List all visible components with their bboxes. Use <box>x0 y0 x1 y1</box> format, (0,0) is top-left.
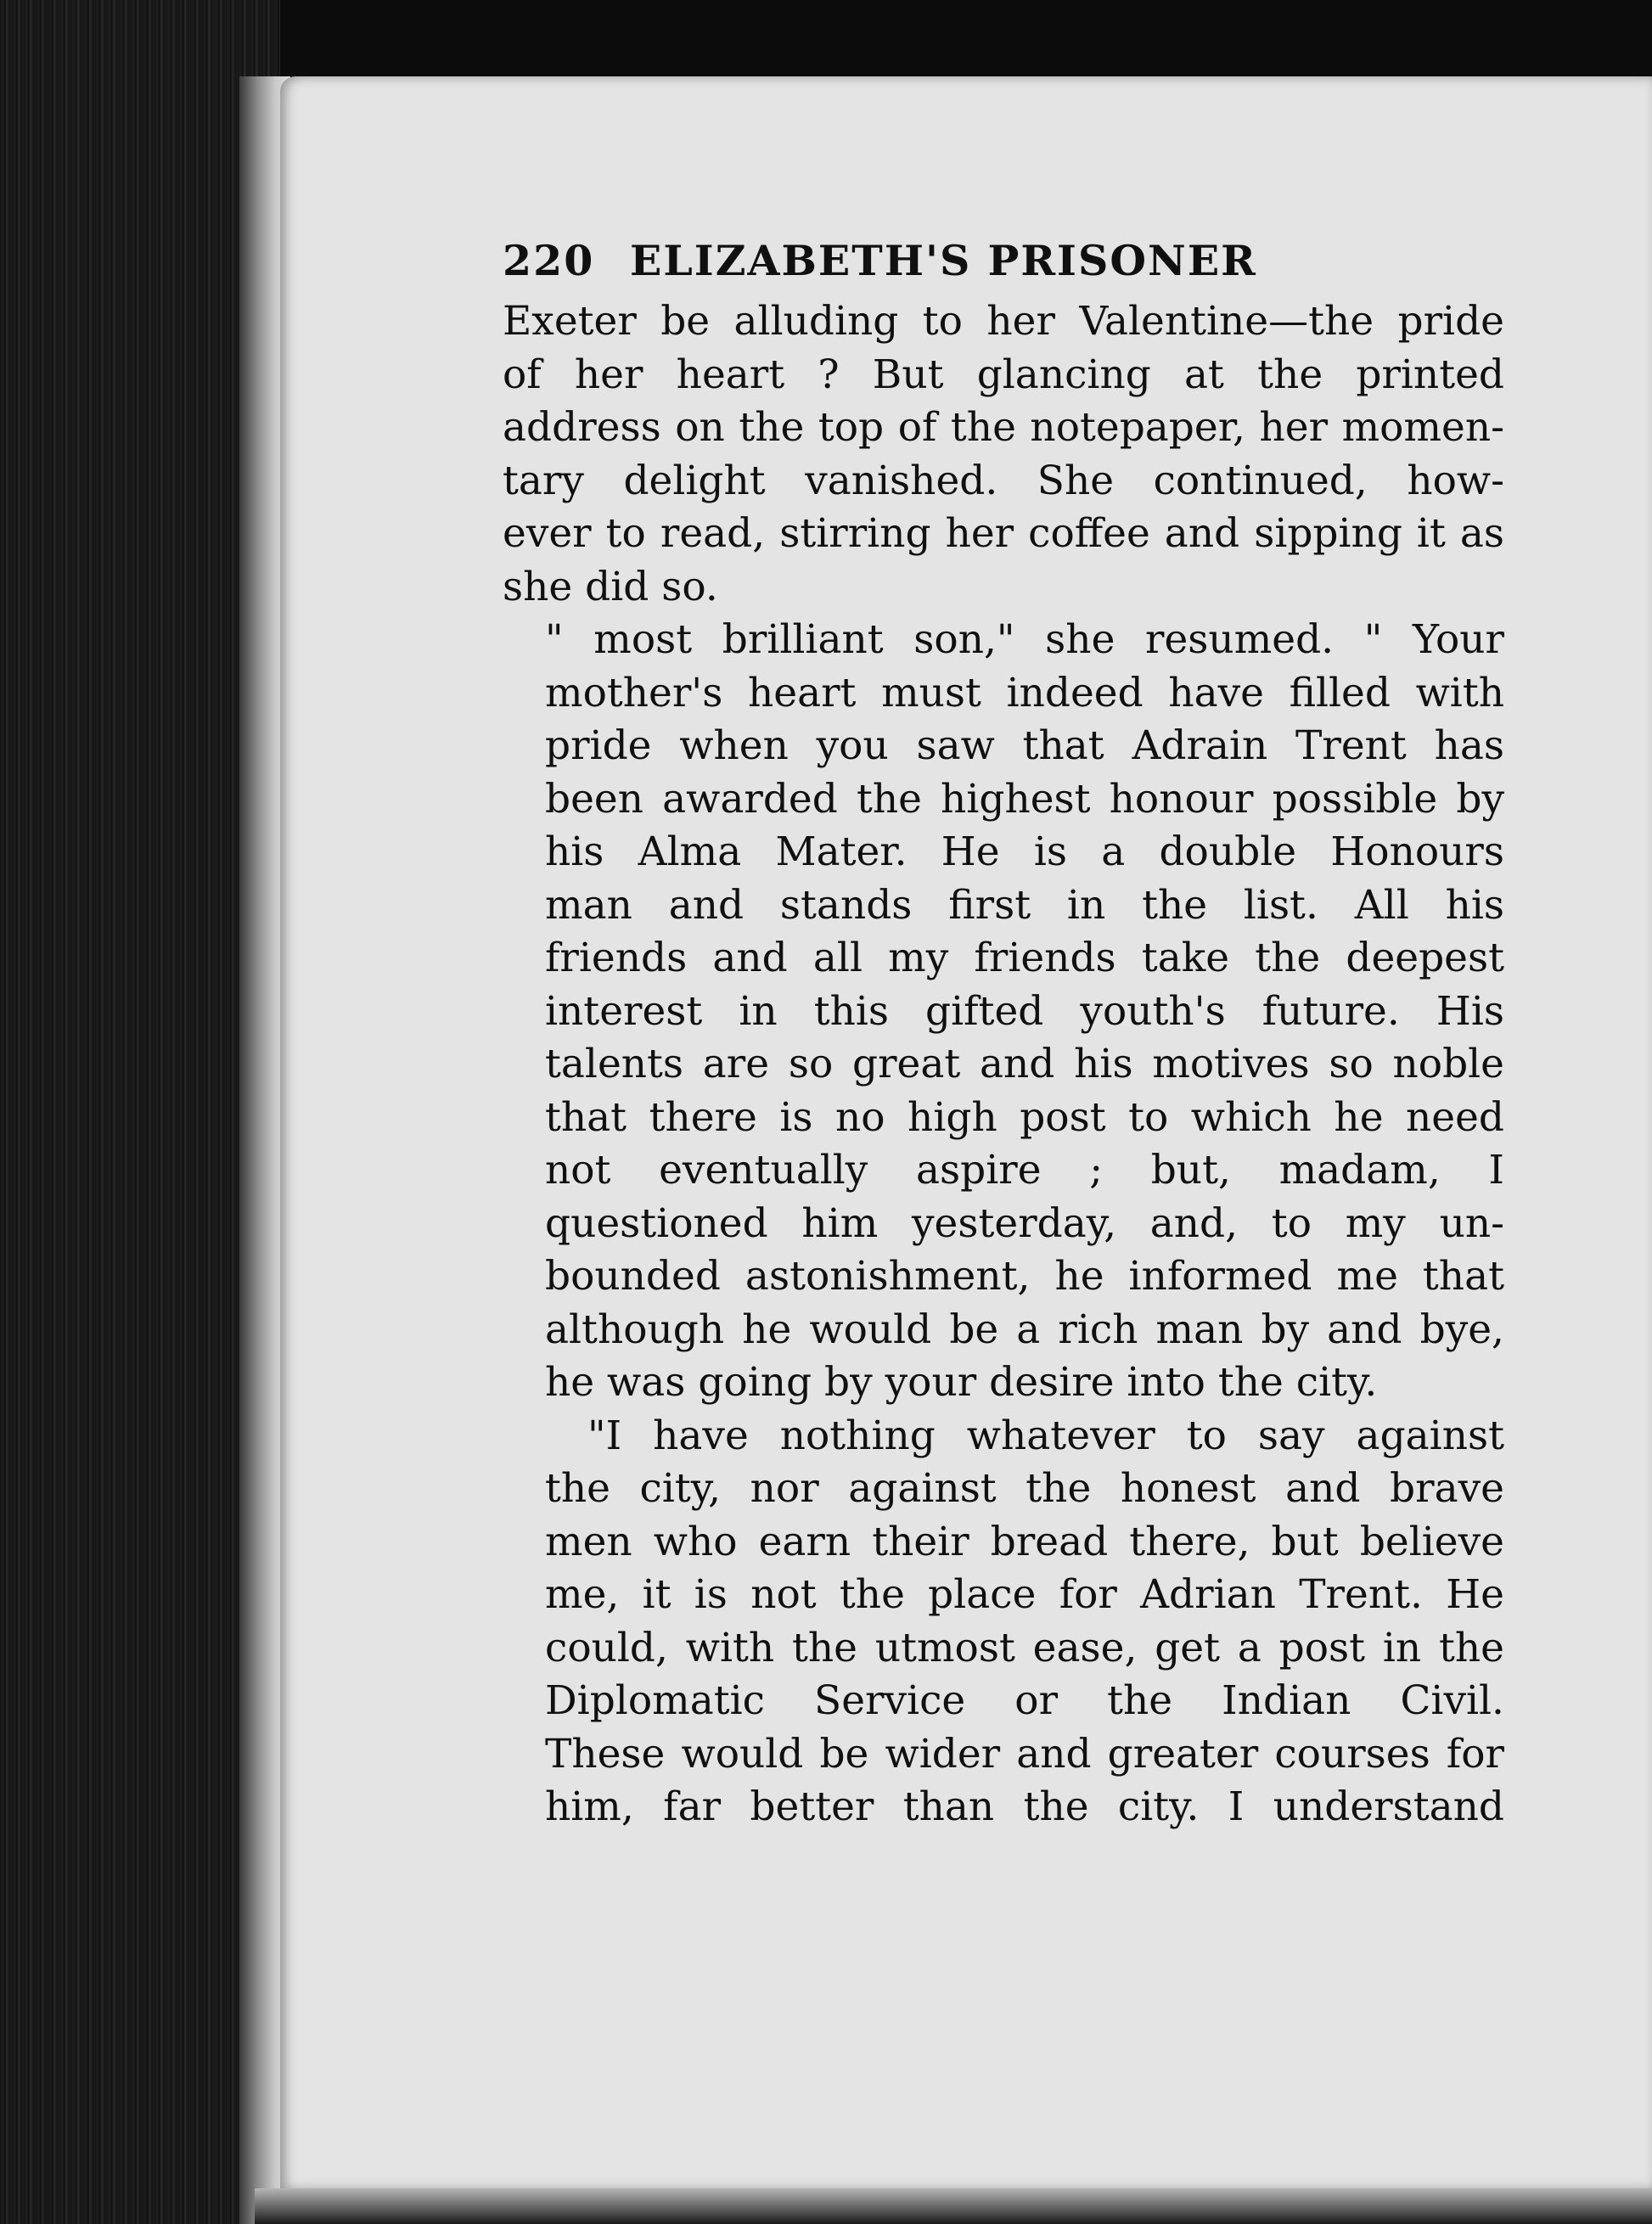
text-line: not eventually aspire ; but, madam, I <box>545 1147 1504 1193</box>
page-bottom-edge <box>255 2188 1652 2224</box>
text-line: man and stands first in the list. All his <box>545 881 1504 929</box>
text-line: although he would be a rich man by and bye, <box>545 1306 1504 1353</box>
text-line: she did so. <box>503 563 718 610</box>
paragraph-1 <box>503 295 1504 614</box>
text-line: that there is no high post to which he need <box>545 1093 1504 1141</box>
text-line: him, far better than the city. I understand <box>545 1783 1504 1830</box>
text-line: questioned him yesterday, and, to my un- <box>545 1199 1504 1247</box>
text-line: could, with the utmost ease, get a post in the <box>545 1624 1504 1671</box>
text-line: " most brilliant son," she resumed. " Your <box>545 616 1504 663</box>
text-line: men who earn their bread there, but believe <box>545 1518 1504 1565</box>
text-line: Diplomatic Service or the Indian Civil. <box>545 1677 1504 1724</box>
paragraph-3 <box>503 1410 1504 1834</box>
text-line: Exeter be alluding to her Valentine—the pride <box>503 298 1504 345</box>
text-line: ever to read, stirring her coffee and sipping it as <box>503 510 1504 557</box>
page-text-block <box>503 236 1504 1834</box>
text-line: been awarded the highest honour possible by <box>545 775 1504 823</box>
text-line: pride when you saw that Adrain Trent has <box>545 722 1504 769</box>
text-line: mother's heart must indeed have filled with <box>545 669 1504 716</box>
text-line: interest in this gifted youth's future. His <box>545 987 1504 1035</box>
text-line: talents are so great and his motives so noble <box>545 1041 1504 1087</box>
text-line: These would be wider and greater courses for <box>545 1730 1504 1778</box>
text-line: his Alma Mater. He is a double Honours <box>545 828 1504 875</box>
running-title: ELIZABETH'S PRISONER <box>630 236 1257 285</box>
text-line: he was going by your desire into the city. <box>545 1359 1378 1406</box>
text-line: of her heart ? But glancing at the printed <box>503 351 1504 398</box>
text-line: me, it is not the place for Adrian Trent. He <box>545 1571 1504 1618</box>
paragraph-2 <box>503 614 1504 1410</box>
running-header <box>503 236 1504 295</box>
text-line: the city, nor against the honest and brave <box>545 1465 1504 1512</box>
book-page-edges <box>0 0 280 2224</box>
text-line: tary delight vanished. She continued, how- <box>503 457 1504 504</box>
text-line: friends and all my friends take the deepest <box>545 935 1504 981</box>
text-line: bounded astonishment, he informed me that <box>545 1253 1504 1300</box>
text-line: address on the top of the notepaper, her momen- <box>503 404 1504 451</box>
text-line: "I have nothing whatever to say against <box>587 1412 1504 1459</box>
page-number: 220 <box>503 236 595 285</box>
